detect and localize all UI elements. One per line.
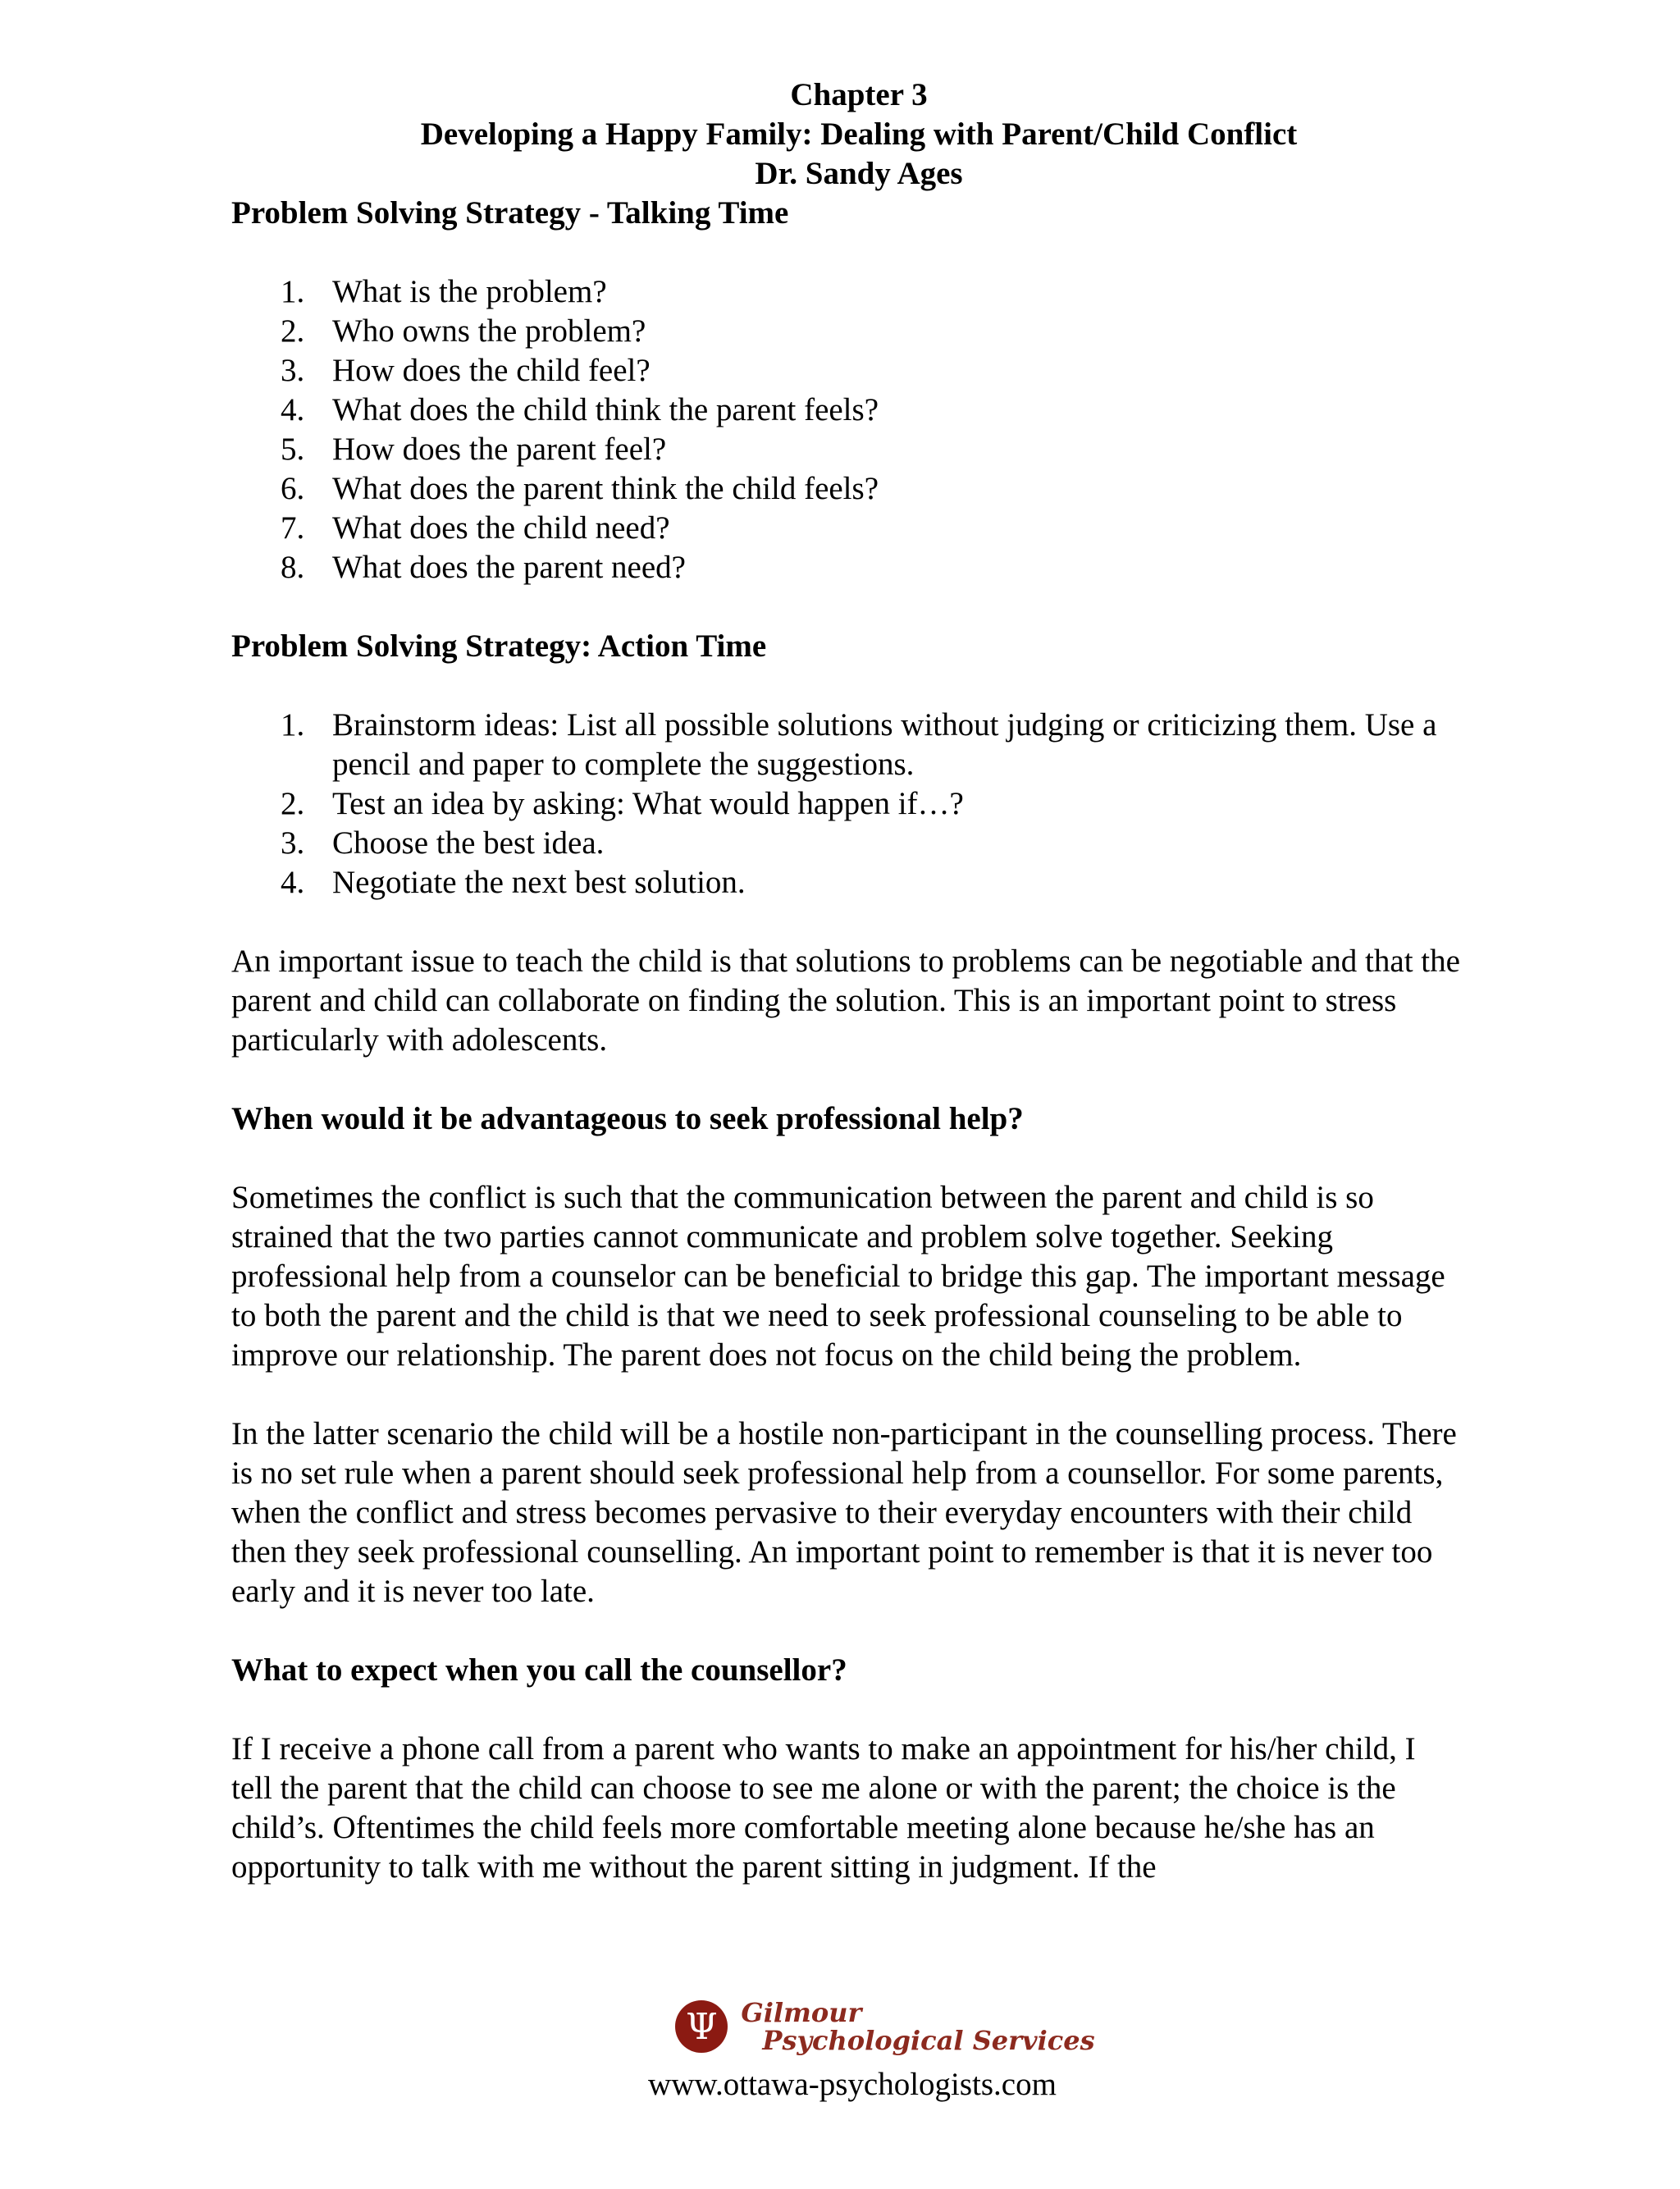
author-name: Dr. Sandy Ages: [755, 156, 963, 191]
talking-time-list: [231, 272, 1462, 587]
list-item: 7. What does the child need?: [281, 510, 670, 546]
company-logo: [675, 1999, 1094, 2054]
counsellor-heading: What to expect when you call the counsellor?: [231, 1652, 847, 1688]
list-item: 2. Who owns the problem?: [281, 313, 646, 349]
list-item: 4. What does the child think the parent feels?: [281, 392, 879, 427]
list-item: 3. How does the child feel?: [281, 353, 651, 388]
counsellor-paragraph: If I receive a phone call from a parent who wants to make an appointment for his/her child, I tell the parent that the child can choose to see me alone or with the parent; the choice is the child’s. Oftentimes the child feels more comfortable meeting alone because he/she has an opportunity to talk with me without the parent sitting in judgment. If the: [231, 1731, 1416, 1885]
logo-line-2: Psychological Services: [762, 2025, 1095, 2056]
negotiation-paragraph: An important issue to teach the child is that solutions to problems can be negotiable and that the parent and child can collaborate on finding the solution. This is an important point to stress particularly with adolescents.: [231, 944, 1460, 1058]
professional-help-paragraph-2: In the latter scenario the child will be a hostile non-participant in the counselling process. There is no set rule when a parent should seek professional help from a counsellor. For some parents, when the conflict and stress becomes pervasive to their everyday encounters with their child then they seek professional counselling. An important point to remember is that it is never too early and it is never too late.: [231, 1416, 1457, 1609]
list-item: 8. What does the parent need?: [281, 550, 686, 585]
list-item: 1. Brainstorm ideas: List all possible solutions without judging or criticizing them. Use a pencil and paper to complete the suggestions.: [281, 707, 1437, 782]
action-time-heading: Problem Solving Strategy: Action Time: [231, 628, 767, 664]
logo-wordmark: [741, 1999, 1094, 2054]
psi-logo-icon: Ψ: [675, 2000, 728, 2053]
document-body: [231, 75, 1462, 1926]
list-item: 1. What is the problem?: [281, 274, 607, 309]
professional-help-paragraph-1: Sometimes the conflict is such that the communication between the parent and child is so strained that the two parties cannot communicate and problem solve together. Seeking professional help from a counselor can be beneficial to bridge this gap. The important message to both the parent and the child is that we need to seek professional counseling to be able to improve our relationship. The parent does not focus on the child being the problem.: [231, 1180, 1445, 1373]
list-item: 4. Negotiate the next best solution.: [281, 865, 746, 900]
document-header: [244, 75, 1474, 194]
list-item: 2. Test an idea by asking: What would happen if…?: [281, 786, 964, 821]
action-time-list: [231, 706, 1462, 903]
logo-line-1: Gilmour: [741, 1997, 862, 2028]
chapter-title: Developing a Happy Family: Dealing with Parent/Child Conflict: [420, 117, 1298, 152]
list-item: 6. What does the parent think the child feels?: [281, 471, 879, 506]
list-item: 3. Choose the best idea.: [281, 825, 605, 861]
talking-time-heading: Problem Solving Strategy - Talking Time: [231, 195, 789, 231]
professional-help-heading: When would it be advantageous to seek professional help?: [231, 1101, 1024, 1136]
website-url: www.ottawa-psychologists.com: [648, 2067, 1057, 2102]
chapter-label: Chapter 3: [790, 77, 928, 112]
page-footer: [0, 1999, 1680, 2103]
list-item: 5. How does the parent feel?: [281, 432, 667, 467]
